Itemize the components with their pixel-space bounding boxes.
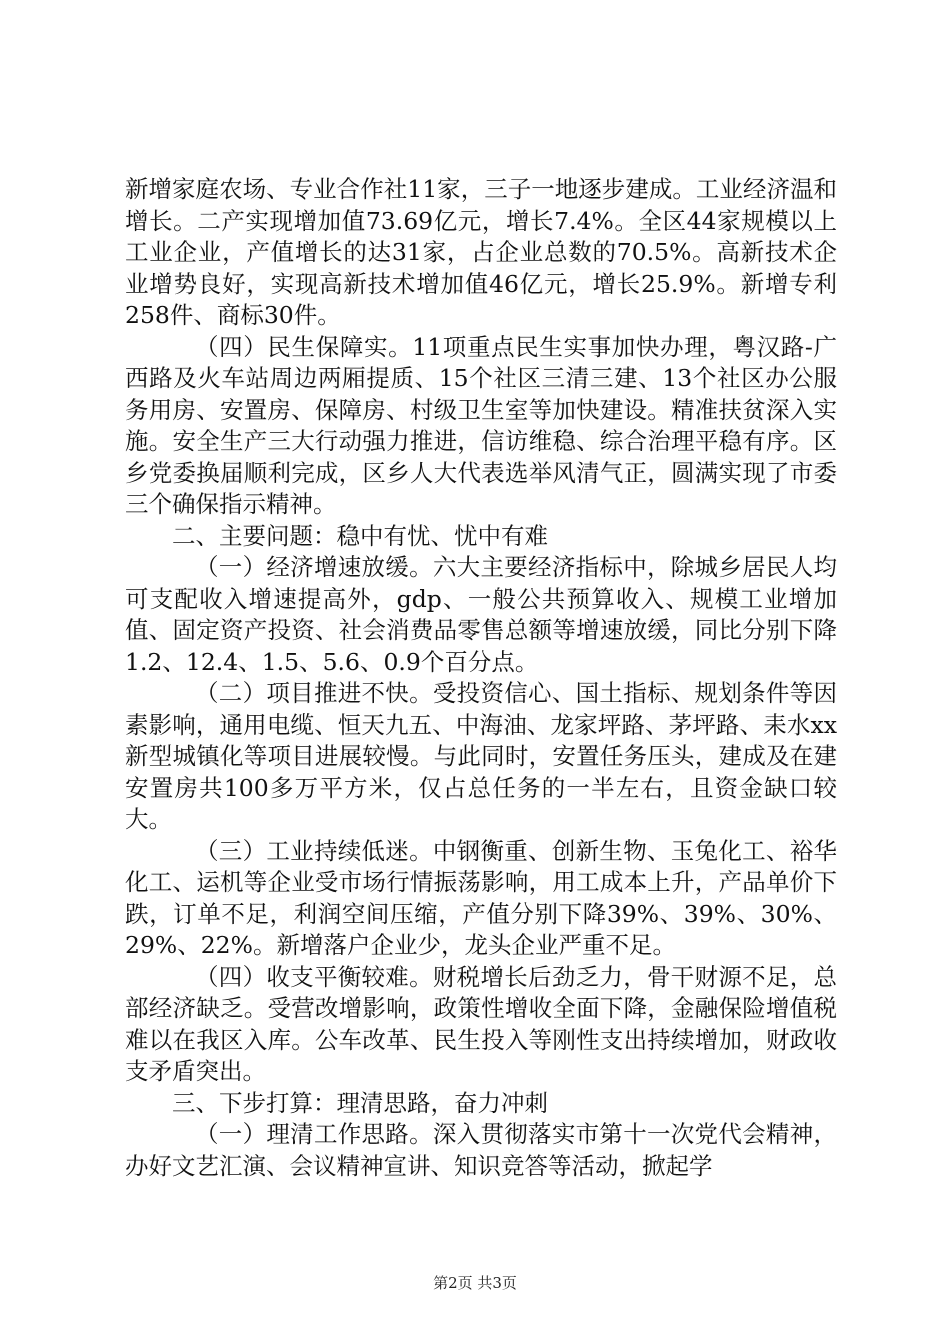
- paragraph-livelihood: （四）民生保障实。11项重点民生实事加快办理，粤汉路-广西路及火车站周边两厢提质、15个社区三清三建、13个社区办公服务用房、安置房、保障房、村级卫生室等加快建设。精准扶贫深入实施。安全生产三大行动强力推进，信访维稳、综合治理平稳有序。区乡党委换届顺利完成，区乡人大代表选举风清气正，圆满实现了市委三个确保指示精神。: [125, 332, 837, 518]
- paragraph-fiscal-balance: （四）收支平衡较难。财税增长后劲乏力，骨干财源不足，总部经济缺乏。受营改增影响，政策性增收全面下降，金融保险增值税难以在我区入库。公车改革、民生投入等刚性支出持续增加，财政收支矛盾突出。: [125, 962, 837, 1085]
- section-heading-next-steps: 三、下步打算：理清思路，奋力冲刺: [172, 1088, 548, 1117]
- document-body: [125, 174, 837, 1182]
- paragraph-industry-growth: 新增家庭农场、专业合作社11家，三子一地逐步建成。工业经济温和增长。二产实现增加值73.69亿元，增长7.4%。全区44家规模以上工业企业，产值增长的达31家，占企业总数的70.5%。高新技术企业增势良好，实现高新技术增加值46亿元，增长25.9%。新增专利258件、商标30件。: [125, 175, 837, 329]
- paragraph-work-ideas: （一）理清工作思路。深入贯彻落实市第十一次党代会精神，办好文艺汇演、会议精神宣讲、知识竞答等活动，掀起学: [125, 1120, 837, 1180]
- paragraph-industry-downturn: （三）工业持续低迷。中钢衡重、创新生物、玉兔化工、裕华化工、运机等企业受市场行情振荡影响，用工成本上升，产品单价下跌，订单不足，利润空间压缩，产值分别下降39%、39%、30%、29%、22%。新增落户企业少，龙头企业严重不足。: [125, 836, 837, 959]
- page-number-footer: 第2页 共3页: [433, 1274, 517, 1292]
- section-heading-problems: 二、主要问题：稳中有忧、忧中有难: [172, 521, 548, 550]
- paragraph-economic-slowdown: （一）经济增速放缓。六大主要经济指标中，除城乡居民人均可支配收入增速提高外，gdp、一般公共预算收入、规模工业增加值、固定资产投资、社会消费品零售总额等增速放缓，同比分别下降1.2、12.4、1.5、5.6、0.9个百分点。: [125, 553, 837, 676]
- paragraph-project-progress: （二）项目推进不快。受投资信心、国土指标、规划条件等因素影响，通用电缆、恒天九五、中海油、龙家坪路、茅坪路、耒水xx新型城镇化等项目进展较慢。与此同时，安置任务压头，建成及在建安置房共100多万平方米，仅占总任务的一半左右，且资金缺口较大。: [125, 679, 837, 833]
